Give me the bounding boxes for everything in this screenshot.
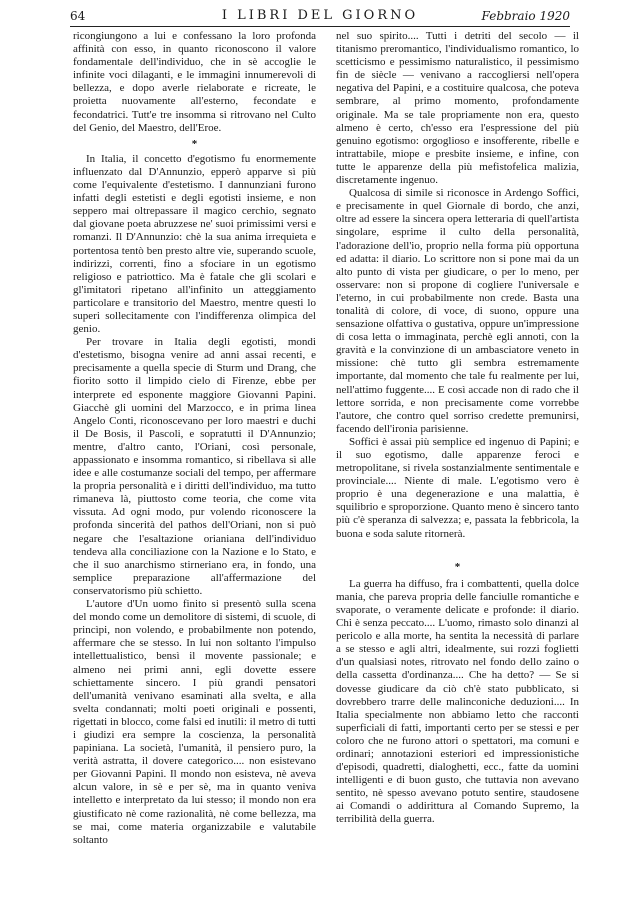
right-text-column — [336, 30, 579, 892]
paragraph: Qualcosa di simile si riconosce in Ardengo Soffici, e precisamente in quel Giornale di bordo, che anzi, oltre ad essere la sincera opera letteraria di quell'artista singolare, esprime il culto della personalità, l'adorazione dell'io, proprio nella forma più opportuna ed adatta: il diario. Lo scrittore non si pone mai da un alto punto di vista per giudicare, o per lo meno, per osservare: non si propone di cogliere l'universale e l'eterno, in cui probabilmente non crede. Basta una tonalità di colore, di voce, di suono, oppure una sensazione olfattiva o gustativa, oppure un'impressione di cosa letta o immaginata, perchè egli annoti, con la gravità e la convinzione di un ambasciatore veneto in missione: chè tutto gli sembra estremamente importante, dal momento che tale fu realmente per lui, nell'attimo fuggente.... E così accade non di rado che il lettore sorrida, e non precisamente come vorrebbe l'autore, che contro quel sorriso credette premunirsi, facendo dell'ironia parisienne. — [336, 187, 579, 435]
issue-date: Febbraio 1920 — [481, 9, 570, 23]
paragraph: ricongiungono a lui e confessano la loro profonda affinità con esso, in quanto riconoscono il valore fondamentale dell'individuo, che in sè accoglie le infinite voci dilaganti, e le immagini innumerevoli di bellezza, e dopo averle rielaborate e ricreate, le proietta nuovamente all'esterno, fecondate e fecondatrici. Tutt'e tre insomma si ritrovano nel Culto del Genio, del Maestro, dell'Eroe. — [73, 30, 316, 134]
page-number: 64 — [70, 9, 86, 23]
left-text-column — [73, 30, 316, 892]
section-separator: * — [191, 137, 198, 150]
paragraph: In Italia, il concetto d'egotismo fu enormemente influenzato dal D'Annunzio, epperò apparve sì più come l'equivalente d'estetismo. I dannunziani furono infatti degli estetisti e degli egotisti insieme, e non seppero mai oltrepassare il magico cerchio, segnato dal giovane poeta abruzzese ne' suoi primissimi versi e romanzi. Il D'Annunzio: chè la sua anima irrequieta e portentosa tentò ben presto altre vie, superando scuole, indirizzi, correnti, fino a sfociare in un egotismo religioso e patriottico. Ma è fatale che gli scolari e gl'imitatori ripetano all'infinito un atteggiamento particolare e transitorio del Maestro, mentre questi lo superi sollecitamente con l'indifferenza olimpica del genio. — [73, 152, 316, 336]
section-gap — [336, 541, 579, 552]
paragraph: nel suo spirito.... Tutti i detriti del secolo — il titanismo preromantico, l'individualismo romantico, lo scetticismo e pessimismo naturalistico, il pessimismo fin de siècle — venivano a raccogliersi nell'opera negativa del Papini, e a costituire qualcosa, che poteva sembrare, al primo momento, profondamente originale. Ma se tale propriamente non era, questo almeno è certo, ch'esso era l'espressione del più genuino egotismo: orgoglioso e insofferente, ribelle e intrattabile, miope e presbite insieme, e infine, con tutte le apparenze della più mefistofelica malizia, discretamente ingenuo. — [336, 30, 579, 187]
section-separator: * — [454, 560, 461, 573]
paragraph: L'autore d'Un uomo finito si presentò sulla scena del mondo come un demolitore di sistemi, di scuole, di princìpi, non volendo, e probabilmente non potendo, affermare che se stesso. In lui non soltanto l'impulso intellettualistico, bensì il movente passionale; e almeno nei primi anni, egli dovette essere schiettamente sincero. I più grandi pensatori dell'umanità venivano esaminati alla svelta, e alla svelta condannati; molti poeti originali e possenti, rigettati in blocco, come falsi ed inutili: il metro di tutti i giudizi era sempre la coscienza, la personalità papiniana. La società, l'umanità, il pensiero puro, la verità astratta, il dovere categorico.... non esistevano per Giovanni Papini. Il mondo non esisteva, nè aveva alcun valore, in sè e per sè, ma in quanto veniva intelletto e interpretato da lui stesso; il mondo non era giustificato nè come razionalità, nè come bellezza, ma se mai, come materia organizzabile e valutabile soltanto — [73, 598, 316, 846]
paragraph: Per trovare in Italia degli egotisti, mondi d'estetismo, bisogna venire ad anni assai recenti, e precisamente a quella specie di Sturm und Drang, che fiorito sotto il limpido cielo di Firenze, ebbe per interprete ed esponente maggiore Giovanni Papini. Giacchè gli uomini del Marzocco, e in prima linea Angelo Conti, riconoscevano per loro maestri e duchi il De Bosis, il Pascoli, e sopratutti il D'Annunzio; mentre, d'altro canto, l'Oriani, così personale, appassionato e insomma romantico, si ribellava sì alle idee e alle costumanze sociali del tempo, per affermare la propria personalità e i diritti dell'individuo, ma tutto rimaneva là, piuttosto come teoria, che come vita vissuta. Ad ogni modo, pur volendo riconoscere la profonda sincerità del pathos dell'Oriani, non si può negare che l'esaltazione orianiana dell'individuo tendeva alla conciliazione con la Nazione e lo Stato, e che il suo anarchismo stirneriano era, in fondo, una semplice preparazione all'affermazione del conservatorismo più schietto. — [73, 336, 316, 597]
running-title: I LIBRI DEL GIORNO — [221, 8, 419, 23]
paragraph: Soffici è assai più semplice ed ingenuo di Papini; e il suo egotismo, dalle apparenze feroci e metropolitane, si rivela sostanzialmente sentimentale e provinciale.... Niente di male. L'egotismo vero è proprio è una degenerazione e una malattia, è squilibrio e sproporzione. Quanto meno è sincero tanto più c'è speranza di salvezza; e, passata la febbricola, la buona e soda salute ritornerà. — [336, 435, 579, 540]
running-header — [70, 8, 570, 27]
paragraph: La guerra ha diffuso, fra i combattenti, quella dolce mania, che pareva propria delle fanciulle romantiche e svaporate, o veramente delicate e profonde: il diario. Chi è senza peccato.... L'uomo, rimasto solo dinanzi al pericolo e alla morte, ha sentita la necessità di parlare a se stesso e agli altri, idealmente, sui rozzi foglietti d'un qualsiasi notes, ritrovato nel fondo dello zaino o della cassetta d'ordinanza.... Che ha detto? — Se si dovesse giudicare da ciò ch'è stato pubblicato, si dovrebbero trarre delle malinconiche deduzioni.... In Italia specialmente non abbiamo letto che racconti superficiali di fatti, importanti certo per se stessi e per coloro che ne furono attori o spettatori, ma comuni e ordinari; annotazioni esteriori ed impressionistiche d'episodi, quadretti, dialoghetti, ecc., fatte da uomini intelligenti e di buon gusto, che tuttavia non avevano sentito, nè spesso avevano potuto sentire, staudosene ai Comandi o addirittura al Comando Supremo, la terribilità della guerra. — [336, 577, 579, 826]
